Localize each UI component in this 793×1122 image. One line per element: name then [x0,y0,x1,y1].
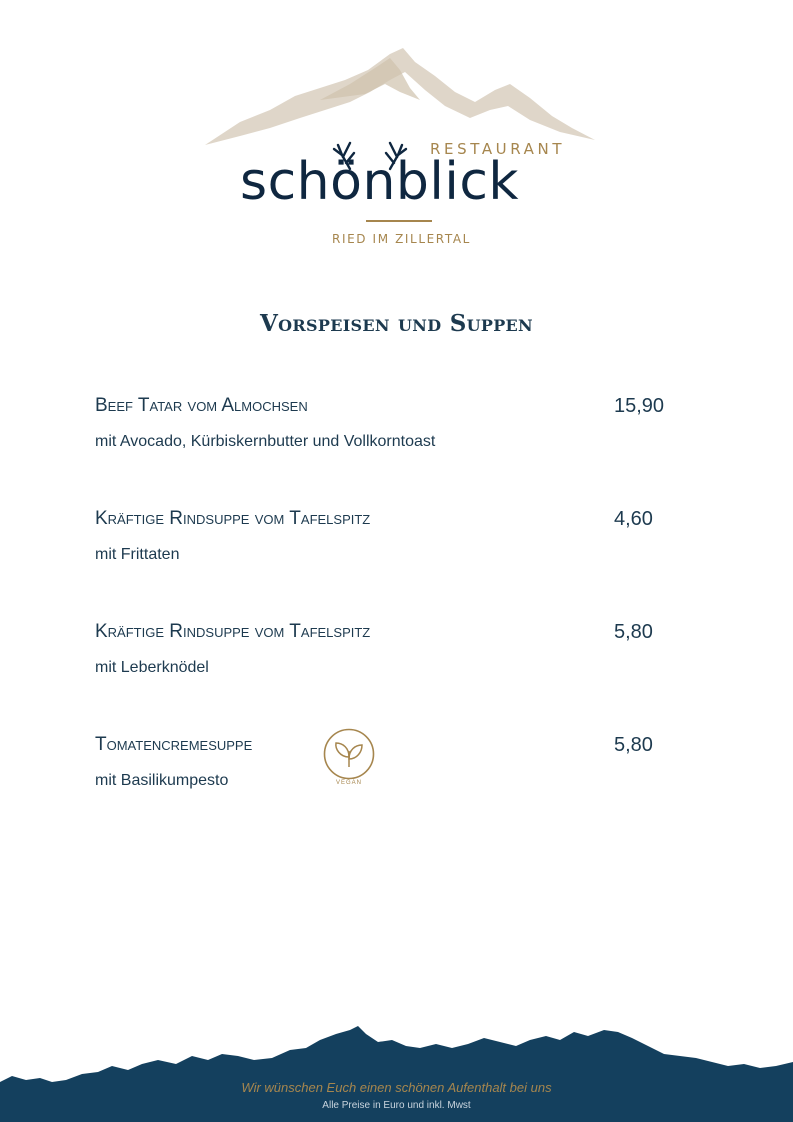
menu-item-name: Kräftige Rindsuppe vom Tafelspitz [95,508,371,529]
menu-item [95,395,715,475]
brand-label: RESTAURANT [430,140,566,158]
menu-item-description: mit Basilikumpesto [95,772,229,789]
footer [0,1020,793,1122]
menu-item [95,508,715,588]
menu-item-price: 15,90 [614,395,665,417]
menu-item-price: 5,80 [614,621,653,643]
menu-item-description: mit Leberknödel [95,659,209,676]
vegan-label: VEGAN [335,780,362,786]
menu-item [95,734,715,814]
restaurant-logo [200,40,600,255]
menu-item-description: mit Frittaten [95,546,180,563]
brand-name: schönblick [240,152,520,212]
menu-item [95,621,715,701]
leaf-icon [322,727,376,781]
footer-greeting: Wir wünschen Euch einen schönen Aufenthalt bei uns [241,1080,552,1095]
footer-price-note: Alle Preise in Euro und inkl. Mwst [322,1100,471,1111]
menu-item-name: Tomatencremesuppe [95,734,253,755]
menu-item-price: 4,60 [614,508,653,530]
menu-item-price: 5,80 [614,734,653,756]
menu-item-name: Kräftige Rindsuppe vom Tafelspitz [95,621,371,642]
menu-item-name: Beef Tatar vom Almochsen [95,395,308,416]
menu-item-description: mit Avocado, Kürbiskernbutter und Vollkorntoast [95,433,436,450]
brand-location: RIED IM ZILLERTAL [332,232,471,246]
section-title: Vorspeisen und Suppen [260,310,533,337]
brand-divider [366,220,432,222]
vegan-badge [322,727,378,797]
